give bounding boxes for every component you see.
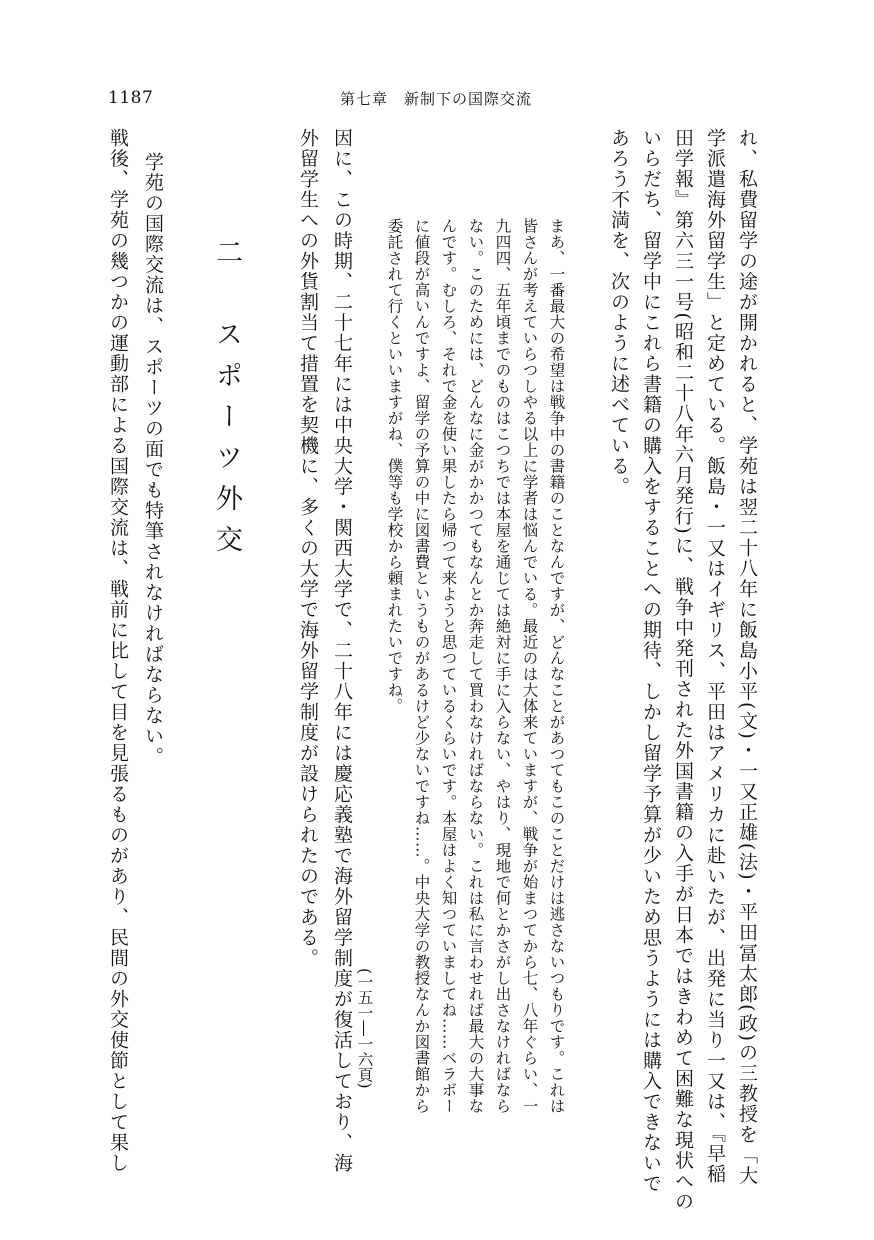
body-line: いらだち、留学中にこれら書籍の購入をすることへの期待、しかし留学予算が少いため思うようには購入できないで	[640, 128, 662, 1194]
body-line: 外留学生への外貨割当て措置を契機に、多くの大学で海外留学制度が設けられたのである。	[297, 128, 319, 969]
quote-line: 九四四、五年頃までのものはこつちでは本屋を通じては絶対に手に入らない、やはり、現地で何とかさがし出さなければなら	[493, 218, 512, 1114]
section-line: 戦後、学苑の幾つかの運動部による国際交流は、戦前に比して目を見張るものがあり、民間の外交使節として果し	[107, 128, 129, 1174]
quote-line: 委託されて行くといいますがね、僕等も学校から頼まれたいですね。	[385, 218, 404, 714]
body-line: あろう不満を、次のように述べている。	[608, 128, 630, 497]
quote-line: 皆さんが考えていらつしやる以上に学者は悩んでいる。最近のは大体来ていますが、戦争が始まつてから七、八年ぐらい、一	[520, 218, 539, 1114]
quote-line: ない。このためには、どんなに金がかかつてもなんとか奔走して買わなければならない。これは私に言わせれば最大の大事な	[466, 218, 485, 1114]
quote-line: んです。むしろ、それで金を使い果したら帰つて来ようと思つているくらいです。本屋はよく知つていましてね……ベラボー	[439, 218, 458, 1114]
body-line: 田学報』第六三一号(昭和二十八年六月発行)に、戦争中発刊された外国書籍の入手が日本ではきわめて困難な現状への	[672, 128, 694, 1212]
page-number: 1187	[108, 88, 154, 108]
quote-line: まあ、一番最大の希望は戦争中の書籍のことなんですが、どんなことがあつてもこのことだけは逃さないつもりです。これは	[547, 218, 566, 1114]
running-head: 第七章 新制下の国際交流	[340, 90, 533, 108]
section-line: 学苑の国際交流は、スポーツの面でも特筆されなければならない。	[142, 152, 164, 767]
quote-line: に値段が高いんですよ、留学の予算の中に図書費というものがあるけど少ないですね……。中央大学の教授なんか図書館から	[412, 218, 431, 1114]
body-line: 因に、この時期、二十七年には中央大学・関西大学で、二十八年には慶応義塾で海外留学制度が復活しており、海	[331, 128, 353, 1174]
section-heading: 二 スポーツ外交	[211, 238, 242, 566]
body-line: 学派遣海外留学生」と定めている。飯島・一又はイギリス、平田はアメリカに赴いたが、出発に当り一又は、『早稲	[704, 128, 726, 1185]
body-line: れ、私費留学の途が開かれると、学苑は翌二十八年に飯島小平(文)・一又正雄(法)・平田冨太郎(政)の三教授を「大	[736, 128, 758, 1186]
quote-citation: (一五一―一六頁)	[355, 968, 374, 1089]
